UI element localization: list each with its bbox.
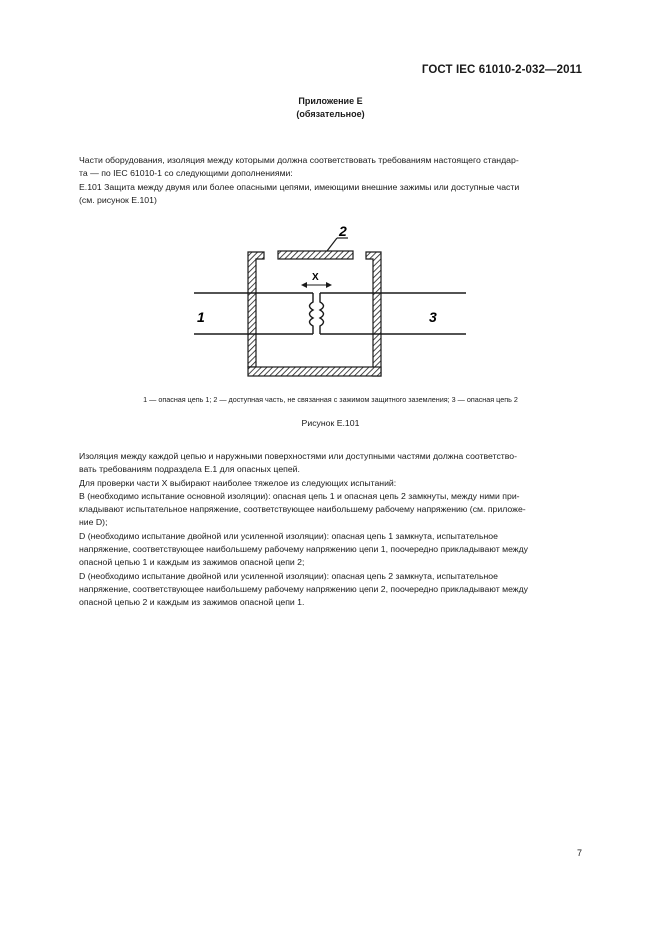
body-line: D (необходимо испытание двойной или усиленной изоляции): опасная цепь 1 замкнута, испытательное xyxy=(79,530,498,541)
intro-line: та — по IEC 61010-1 со следующими дополнениями: xyxy=(79,168,293,179)
figure-e101-diagram xyxy=(190,222,470,382)
enclosure-right-wall xyxy=(366,252,381,376)
body-line: Изоляция между каждой цепью и наружными поверхностями или доступными частями должна соответство- xyxy=(79,451,518,461)
accessible-part-bar xyxy=(278,251,353,259)
body-line: В (необходимо испытание основной изоляции): опасная цепь 1 и опасная цепь 2 замкнуты, между ними при- xyxy=(79,490,520,501)
label-x: X xyxy=(312,272,319,283)
enclosure-bottom xyxy=(248,367,381,376)
annex-title: Приложение Е xyxy=(298,96,363,106)
label-1: 1 xyxy=(197,309,205,325)
annex-status: (обязательное) xyxy=(296,109,365,119)
figure-caption: Рисунок Е.101 xyxy=(301,418,360,428)
label-2: 2 xyxy=(339,223,347,239)
transformer-secondary-coil xyxy=(320,293,324,334)
body-line: кладывают испытательное напряжение, соответствующее наибольшему рабочему напряжению (см. приложе- xyxy=(79,504,526,515)
intro-line: (см. рисунок Е.101) xyxy=(79,194,157,205)
annex-heading xyxy=(0,95,661,121)
body-line: D (необходимо испытание двойной или усиленной изоляции): опасная цепь 2 замкнута, испытательное xyxy=(79,570,498,581)
body-line: опасной цепью 2 и каждым из зажимов опасной цепи 1. xyxy=(79,597,305,608)
body-text xyxy=(79,450,582,610)
body-line: напряжение, соответствующее наибольшему рабочему напряжению цепи 2, поочередно прикладывают между xyxy=(79,583,529,594)
x-arrow-left xyxy=(301,282,307,288)
transformer-primary-coil xyxy=(310,293,314,334)
body-line: Для проверки части X выбирают наиболее тяжелое из следующих испытаний: xyxy=(79,477,397,488)
body-line: напряжение, соответствующее наибольшему рабочему напряжению цепи 1, поочередно прикладывают между xyxy=(79,544,529,555)
page-number: 7 xyxy=(576,848,582,858)
enclosure-left-wall xyxy=(248,252,264,367)
body-line: опасной цепью 1 и каждым из зажимов опасной цепи 2; xyxy=(79,557,305,568)
intro-line: Е.101 Защита между двумя или более опасными цепями, имеющими внешние зажимы или доступные части xyxy=(79,181,520,192)
body-line: вать требованиям подраздела Е.1 для опасных цепей. xyxy=(79,464,300,475)
leader-line-2 xyxy=(327,238,337,251)
body-line: ние D); xyxy=(79,517,108,528)
intro-line: Части оборудования, изоляция между которыми должна соответствовать требованиям настоящего стандар- xyxy=(79,155,519,165)
intro-text xyxy=(79,154,582,207)
figure-legend: 1 — опасная цепь 1; 2 — доступная часть, не связанная с зажимом защитного заземления; 3 — опасная цепь 2 xyxy=(143,395,518,404)
standard-code: ГОСТ IEC 61010-2-032—2011 xyxy=(421,64,582,76)
x-arrow-right xyxy=(326,282,332,288)
label-3: 3 xyxy=(429,309,437,325)
